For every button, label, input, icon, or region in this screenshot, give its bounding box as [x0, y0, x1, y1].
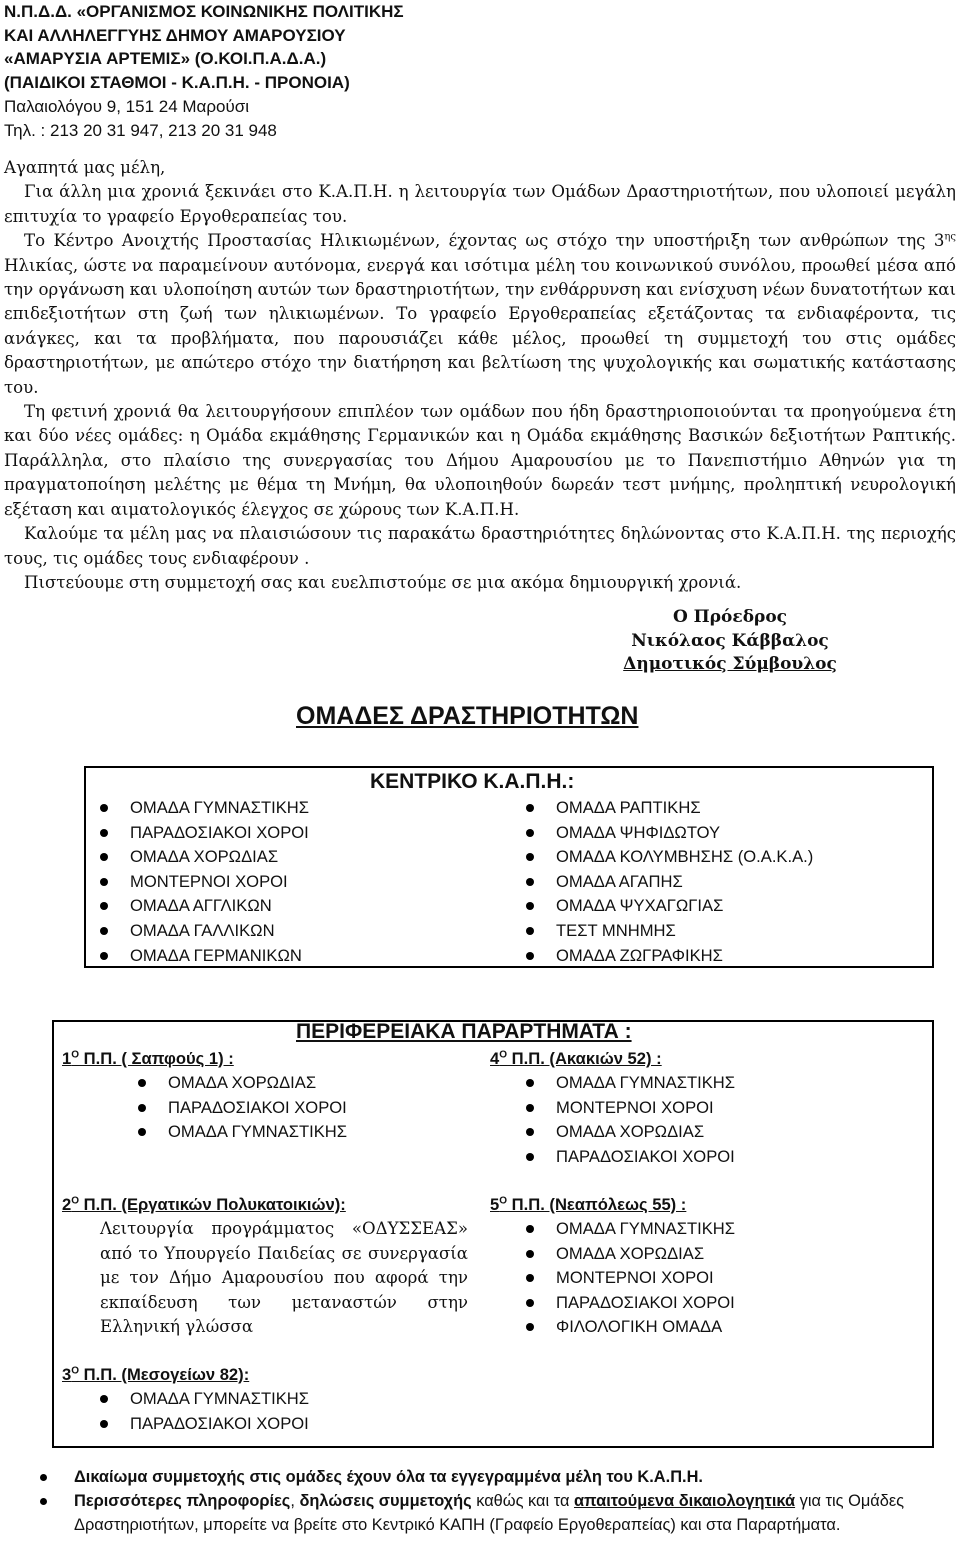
list-item: ΟΜΑΔΑ ΑΓΓΛΙΚΩΝ: [92, 894, 309, 919]
branch-name: Π.Π. (Εργατικών Πολυκατοικιών):: [79, 1195, 346, 1214]
list-item: ΦΙΛΟΛΟΓΙΚΗ ΟΜΑΔΑ: [518, 1315, 735, 1340]
list-item: ΠΑΡΑΔΟΣΙΑΚΟΙ ΧΟΡΟΙ: [130, 1096, 347, 1121]
list-item: ΟΜΑΔΑ ΓΥΜΝΑΣΤΙΚΗΣ: [518, 1217, 735, 1242]
org-address: Παλαιολόγου 9, 151 24 Μαρούσι: [4, 96, 250, 116]
list-item: ΜΟΝΤΕΡΝΟΙ ΧΟΡΟΙ: [518, 1266, 735, 1291]
info-note-part: Περισσότερες πληροφορίες: [74, 1492, 291, 1510]
list-item: ΠΑΡΑΔΟΣΙΑΚΟΙ ΧΟΡΟΙ: [92, 1412, 309, 1437]
eligibility-note: Δικαίωμα συμμετοχής στις ομάδες έχουν όλα τα εγγεγραμμένα μέλη του Κ.Α.Π.Η.: [40, 1465, 956, 1489]
info-note-part: για τις Ομάδες Δραστηριοτήτων, μπορείτε να βρείτε στο Κεντρικό ΚΑΠΗ (Γραφείο Εργοθεραπείας) και στα Παραρτήματα.: [74, 1492, 905, 1534]
list-item: ΟΜΑΔΑ ΓΕΡΜΑΝΙΚΩΝ: [92, 944, 309, 969]
footer-notes: [40, 1465, 956, 1537]
list-item: ΜΟΝΤΕΡΝΟΙ ΧΟΡΟΙ: [92, 870, 309, 895]
list-item: ΟΜΑΔΑ ΡΑΠΤΙΚΗΣ: [518, 796, 813, 821]
central-right-list: [518, 796, 813, 968]
list-item: ΠΑΡΑΔΟΣΙΑΚΟΙ ΧΟΡΟΙ: [518, 1291, 735, 1316]
greeting: Αγαπητά μας μέλη,: [4, 158, 166, 177]
branch-5-list: [518, 1217, 735, 1340]
branch-3-list: [92, 1387, 309, 1436]
info-note-part: απαιτούμενα δικαιολογητικά: [573, 1492, 796, 1510]
list-item: ΠΑΡΑΔΟΣΙΑΚΟΙ ΧΟΡΟΙ: [518, 1145, 735, 1170]
list-item: ΠΑΡΑΔΟΣΙΑΚΟΙ ΧΟΡΟΙ: [92, 821, 309, 846]
list-item: ΟΜΑΔΑ ΓΥΜΝΑΣΤΙΚΗΣ: [92, 796, 309, 821]
branch-number: 4: [490, 1049, 500, 1068]
signatory-role: Ο Πρόεδρος: [672, 607, 788, 627]
org-name-line-3: «ΑΜΑΡΥΣΙΑ ΑΡΤΕΜΙΣ» (Ο.ΚΟΙ.Π.Α.Δ.Α.): [4, 49, 327, 69]
list-item: ΟΜΑΔΑ ΧΟΡΩΔΙΑΣ: [92, 845, 309, 870]
info-note-part: ,: [290, 1492, 300, 1510]
signatory-title: Δημοτικός Σύμβουλος: [623, 654, 837, 674]
branch-4-list: [518, 1071, 735, 1169]
signature-block: [580, 606, 880, 677]
branch-name: Π.Π. ( Σαπφούς 1) :: [79, 1049, 234, 1068]
org-name-line-1: Ν.Π.Δ.Δ. «ΟΡΓΑΝΙΣΜΟΣ ΚΟΙΝΩΝΙΚΗΣ ΠΟΛΙΤΙΚΗΣ: [4, 2, 404, 21]
paragraph-2-start: Το Κέντρο Ανοιχτής Προστασίας Ηλικιωμένων, έχοντας ως στόχο την υποστήριξη των ανθρώπων της 3: [24, 231, 945, 251]
regional-branches-heading: ΠΕΡΙΦΕΡΕΙΑΚΑ ΠΑΡΑΡΤΗΜΑΤΑ :: [296, 1020, 632, 1043]
list-item: ΟΜΑΔΑ ΚΟΛΥΜΒΗΣΗΣ (Ο.Α.Κ.Α.): [518, 845, 813, 870]
paragraph-5: Πιστεύουμε στη συμμετοχή σας και ευελπιστούμε σε μια ακόμα δημιουργική χρονιά.: [24, 572, 742, 592]
branch-3-title: [62, 1363, 249, 1387]
branch-4-title: [490, 1047, 662, 1071]
list-item: ΟΜΑΔΑ ΓΥΜΝΑΣΤΙΚΗΣ: [92, 1387, 309, 1412]
ordinal-suffix: ης: [944, 231, 956, 243]
branch-2-title: [62, 1193, 346, 1217]
ordinal-suffix: Ο: [71, 1049, 80, 1061]
list-item: ΟΜΑΔΑ ΧΟΡΩΔΙΑΣ: [130, 1071, 347, 1096]
central-left-list: [92, 796, 309, 968]
branch-number: 2: [62, 1195, 72, 1214]
org-name-line-4: (ΠΑΙΔΙΚΟΙ ΣΤΑΘΜΟΙ - Κ.Α.Π.Η. - ΠΡΟΝΟΙΑ): [4, 73, 350, 93]
organization-header: [4, 0, 724, 142]
list-item: ΟΜΑΔΑ ΖΩΓΡΑΦΙΚΗΣ: [518, 944, 813, 969]
paragraph-2-rest: Ηλικίας, ώστε να παραμείνουν αυτόνομα, ενεργά και ισότιμα μέλη του κοινωνικού συνόλου, προωθεί μέσα από την οργάνωση και υλοποίηση αυτών των δραστηριοτήτων, την ενθάρρυνση και ενίσχυση νέων δυνατοτήτων και επιδεξιοτήτων στη ζωή των ηλικιωμένων. Το γραφείο Εργοθεραπείας εξετάζοντας τα ενδιαφέροντα, τις ανάγκες, και τα προβλήματα, που παρουσιάζει κάθε μέλος, προωθεί τη συμμετοχή του στις ομάδες δραστηριοτήτων, με απώτερο στόχο την διατήρηση και βελτίωση της ψυχολογικής και σωματικής κατάστασης του.: [4, 255, 956, 397]
branch-name: Π.Π. (Ακακιών 52) :: [507, 1049, 662, 1068]
paragraph-3: Τη φετινή χρονιά θα λειτουργήσουν επιπλέον των ομάδων που ήδη δραστηριοποιούνται τα προηγούμενα έτη και δύο νέες ομάδες: η Ομάδα εκμάθησης Γερμανικών και η Ομάδα εκμάθησης Βασικών δεξιοτήτων Ραπτικής. Παράλληλα, στο πλαίσιο της συνεργασίας του Δήμου Αμαρουσίου με το Πανεπιστήμιο Αθηνών για τη πραγματοποίηση μελέτης με θέμα τη Μνήμη, θα υλοποιηθούν δωρεάν τεστ μνήμης, προληπτική νευρολογική εξέταση και αιματολογικός έλεγχος σε χώρους των Κ.Α.Π.Η.: [4, 402, 956, 519]
branch-1-title: [62, 1047, 234, 1071]
org-name-line-2: ΚΑΙ ΑΛΛΗΛΕΓΓΥΗΣ ΔΗΜΟΥ ΑΜΑΡΟΥΣΙΟΥ: [4, 25, 346, 45]
list-item: ΟΜΑΔΑ ΓΥΜΝΑΣΤΙΚΗΣ: [518, 1071, 735, 1096]
ordinal-suffix: Ο: [499, 1049, 508, 1061]
branch-name: Π.Π. (Μεσογείων 82):: [79, 1365, 250, 1384]
ordinal-suffix: Ο: [499, 1195, 508, 1207]
list-item: ΟΜΑΔΑ ΨΥΧΑΓΩΓΙΑΣ: [518, 894, 813, 919]
paragraph-2: [4, 229, 956, 400]
list-item: ΟΜΑΔΑ ΧΟΡΩΔΙΑΣ: [518, 1242, 735, 1267]
list-item: ΤΕΣΤ ΜΝΗΜΗΣ: [518, 919, 813, 944]
list-item: ΜΟΝΤΕΡΝΟΙ ΧΟΡΟΙ: [518, 1096, 735, 1121]
info-note-part: δηλώσεις συμμετοχής: [299, 1492, 472, 1510]
groups-title: ΟΜΑΔΕΣ ΔΡΑΣΤΗΡΙΟΤΗΤΩΝ: [296, 702, 639, 730]
signatory-name: Νικόλαος Κάββαλος: [631, 630, 829, 651]
list-item: ΟΜΑΔΑ ΓΥΜΝΑΣΤΙΚΗΣ: [130, 1120, 347, 1145]
list-item: ΟΜΑΔΑ ΑΓΑΠΗΣ: [518, 870, 813, 895]
branch-5-title: [490, 1193, 686, 1217]
branch-number: 1: [62, 1049, 72, 1068]
info-note: [40, 1489, 956, 1537]
list-item: ΟΜΑΔΑ ΨΗΦΙΔΩΤΟΥ: [518, 821, 813, 846]
central-kapi-heading: ΚΕΝΤΡΙΚΟ Κ.Α.Π.Η.:: [370, 770, 575, 793]
ordinal-suffix: Ο: [71, 1365, 80, 1377]
branch-number: 5: [490, 1195, 500, 1214]
paragraph-4: Καλούμε τα μέλη μας να πλαισιώσουν τις παρακάτω δραστηριότητες δηλώνοντας στο Κ.Α.Π.Η. της περιοχής τους, τις ομάδες τους ενδιαφέρουν .: [4, 524, 956, 568]
branch-name: Π.Π. (Νεαπόλεως 55) :: [507, 1195, 687, 1214]
paragraph-1: Για άλλη μια χρονιά ξεκινάει στο Κ.Α.Π.Η. η λειτουργία των Ομάδων Δραστηριοτήτων, που υλοποιεί μεγάλη επιτυχία το γραφείο Εργοθεραπείας του.: [4, 182, 956, 226]
letter-body: [4, 156, 956, 595]
ordinal-suffix: Ο: [71, 1195, 80, 1207]
info-note-part: καθώς και τα: [471, 1492, 574, 1510]
branch-number: 3: [62, 1365, 72, 1384]
list-item: ΟΜΑΔΑ ΧΟΡΩΔΙΑΣ: [518, 1120, 735, 1145]
branch-1-list: [130, 1071, 347, 1145]
org-phone: Τηλ. : 213 20 31 947, 213 20 31 948: [4, 120, 277, 140]
list-item: ΟΜΑΔΑ ΓΑΛΛΙΚΩΝ: [92, 919, 309, 944]
branch-2-description: Λειτουργία προγράμματος «ΟΔΥΣΣΕΑΣ» από το Υπουργείο Παιδείας σε συνεργασία με τον Δήμο Αμαρουσίου που αφορά την εκπαίδευση των μεταναστών στην Ελληνική γλώσσα: [100, 1219, 468, 1337]
